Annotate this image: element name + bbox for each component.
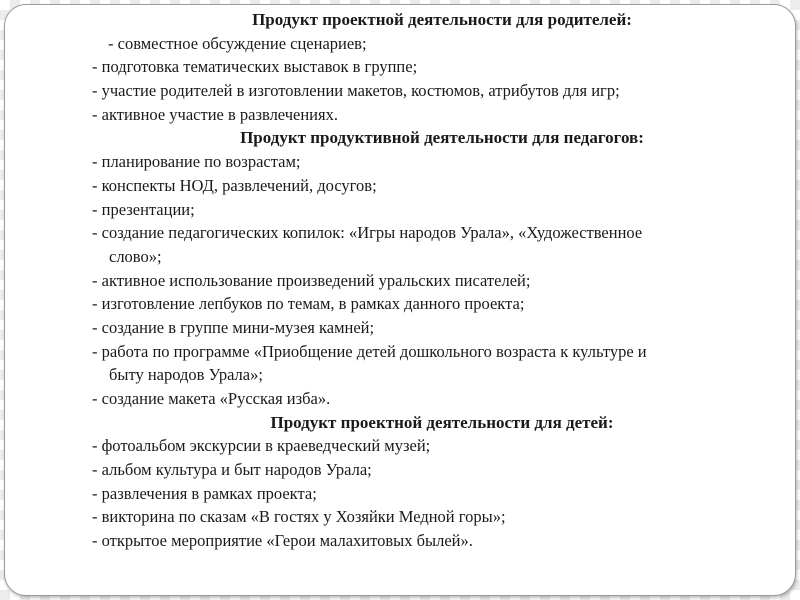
list-item: - активное использование произведений уральских писателей; [92, 270, 531, 290]
list-item: - активное участие в развлечениях. [92, 104, 338, 124]
list-item: - планирование по возрастам; [92, 152, 301, 172]
list-item: - изготовление лепбуков по темам, в рамках данного проекта; [92, 294, 525, 314]
list-item: - викторина по сказам «В гостях у Хозяйки Медной горы»; [92, 507, 506, 527]
list-item-continuation: быту народов Урала»; [109, 365, 263, 385]
list-item: - развлечения в рамках проекта; [92, 483, 317, 503]
slide-content [92, 8, 792, 553]
list-item-continuation: слово»; [109, 246, 162, 266]
list-item: - участие родителей в изготовлении макетов, костюмов, атрибутов для игр; [92, 81, 620, 101]
list-item: - работа по программе «Приобщение детей дошкольного возраста к культуре и [92, 341, 647, 361]
list-item: - подготовка тематических выставок в группе; [92, 57, 418, 77]
section-heading-teachers: Продукт продуктивной деятельности для педагогов: [240, 128, 644, 148]
list-item: - создание педагогических копилок: «Игры народов Урала», «Художественное [92, 223, 643, 243]
list-item: - конспекты НОД, развлечений, досугов; [92, 175, 377, 195]
section-heading-children: Продукт проектной деятельности для детей: [270, 412, 614, 432]
list-item: - создание макета «Русская изба». [92, 389, 331, 408]
list-item: - совместное обсуждение сценариев; [108, 33, 367, 53]
list-item: - создание в группе мини-музея камней; [92, 317, 375, 337]
section-heading-parents: Продукт проектной деятельности для родителей: [252, 10, 632, 29]
list-item: - фотоальбом экскурсии в краеведческий музей; [92, 436, 431, 456]
list-item: - презентации; [92, 199, 195, 219]
list-item: - открытое мероприятие «Герои малахитовых былей». [92, 531, 473, 551]
list-item: - альбом культура и быт народов Урала; [92, 460, 372, 480]
